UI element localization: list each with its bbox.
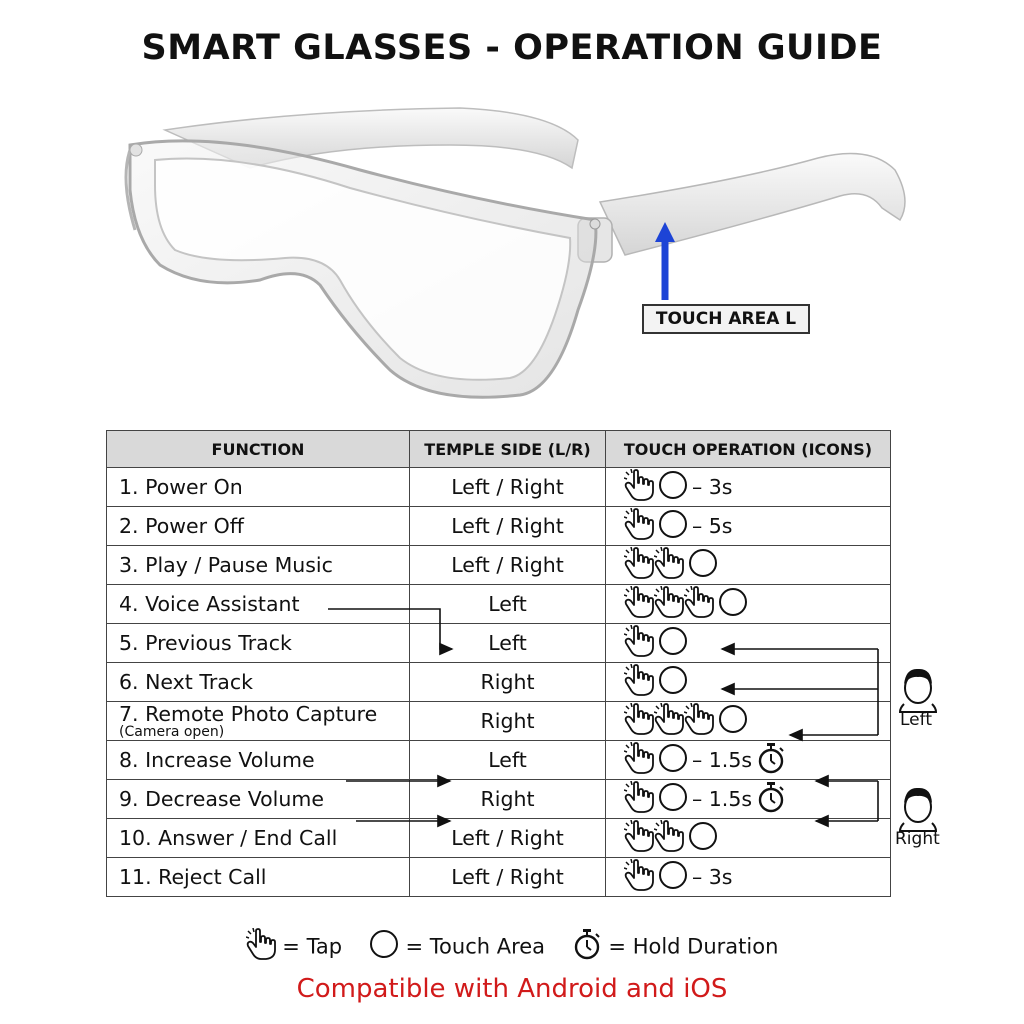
touch-operation-cell <box>606 468 891 507</box>
table-header-row <box>107 431 891 468</box>
function-cell <box>107 624 410 663</box>
function-cell <box>107 702 410 741</box>
tap-hand-icon <box>654 703 684 740</box>
table-row <box>107 819 891 858</box>
right-side-label: Right <box>895 829 940 849</box>
touch-circle-icon <box>718 587 748 622</box>
tap-hand-icon <box>684 703 714 740</box>
table-row <box>107 780 891 819</box>
temple-side-cell: Left <box>410 741 606 780</box>
left-side-label: Left <box>900 710 932 730</box>
touch-circle-icon <box>658 782 688 817</box>
touch-operation-cell <box>606 702 891 741</box>
table-row <box>107 585 891 624</box>
touch-operation-cell <box>606 624 891 663</box>
function-label: 8. Increase Volume <box>119 748 315 772</box>
hold-duration-text: – 1.5s <box>692 748 753 772</box>
touch-operation-cell <box>606 741 891 780</box>
touch-circle-icon <box>658 860 688 895</box>
header-touch-operation: TOUCH OPERATION (ICONS) <box>606 431 891 468</box>
touch-operation-cell <box>606 663 891 702</box>
function-label: 5. Previous Track <box>119 631 292 655</box>
tap-hand-icon <box>624 781 654 818</box>
function-cell <box>107 546 410 585</box>
head-icon <box>900 669 936 712</box>
hold-duration-text: – 5s <box>692 514 733 538</box>
tap-hand-icon <box>624 664 654 701</box>
temple-side-cell: Right <box>410 780 606 819</box>
touch-operation-cell <box>606 819 891 858</box>
tap-hand-icon <box>624 586 654 623</box>
touch-operation-cell <box>606 780 891 819</box>
tap-hand-icon <box>246 928 276 965</box>
function-label: 10. Answer / End Call <box>119 826 338 850</box>
touch-operation-cell <box>606 546 891 585</box>
tap-hand-icon <box>624 625 654 662</box>
touch-circle-icon <box>369 929 399 964</box>
legend-hold <box>572 928 779 965</box>
stopwatch-icon <box>756 781 786 818</box>
function-cell <box>107 507 410 546</box>
touch-operation-cell <box>606 858 891 897</box>
table-row <box>107 507 891 546</box>
function-label: 2. Power Off <box>119 514 244 538</box>
tap-hand-icon <box>624 859 654 896</box>
touch-circle-icon <box>718 704 748 739</box>
function-label: 3. Play / Pause Music <box>119 553 333 577</box>
temple-side-cell: Left / Right <box>410 546 606 585</box>
function-cell <box>107 741 410 780</box>
function-cell <box>107 858 410 897</box>
hold-duration-text: – 3s <box>692 475 733 499</box>
tap-hand-icon <box>624 742 654 779</box>
header-temple-side: TEMPLE SIDE (L/R) <box>410 431 606 468</box>
touch-circle-icon <box>688 548 718 583</box>
legend-touch-area-label: = Touch Area <box>405 934 546 959</box>
function-cell <box>107 585 410 624</box>
tap-hand-icon <box>654 820 684 857</box>
function-label: 4. Voice Assistant <box>119 592 300 616</box>
head-icon <box>900 788 936 831</box>
function-label: 6. Next Track <box>119 670 253 694</box>
touch-circle-icon <box>658 509 688 544</box>
tap-hand-icon <box>624 547 654 584</box>
touch-operation-cell <box>606 585 891 624</box>
touch-circle-icon <box>688 821 718 856</box>
tap-hand-icon <box>624 820 654 857</box>
table-row <box>107 468 891 507</box>
tap-hand-icon <box>624 508 654 545</box>
touch-circle-icon <box>658 470 688 505</box>
tap-hand-icon <box>654 586 684 623</box>
legend <box>0 928 1024 965</box>
table-row <box>107 702 891 741</box>
temple-side-cell: Left <box>410 624 606 663</box>
function-cell <box>107 780 410 819</box>
compatibility-note: Compatible with Android and iOS <box>296 974 728 1004</box>
table-row <box>107 546 891 585</box>
function-label: 1. Power On <box>119 475 243 499</box>
table-row <box>107 858 891 897</box>
temple-side-cell: Left / Right <box>410 468 606 507</box>
function-cell <box>107 819 410 858</box>
temple-side-cell: Right <box>410 663 606 702</box>
function-label: 11. Reject Call <box>119 865 267 889</box>
temple-side-cell: Right <box>410 702 606 741</box>
smart-glasses-image <box>100 90 920 430</box>
tap-hand-icon <box>624 469 654 506</box>
tap-hand-icon <box>654 547 684 584</box>
function-label: 7. Remote Photo Capture <box>119 702 378 726</box>
page-title: SMART GLASSES - OPERATION GUIDE <box>141 28 883 68</box>
table-row <box>107 663 891 702</box>
legend-tap <box>246 928 343 965</box>
header-function: FUNCTION <box>107 431 410 468</box>
hold-duration-text: – 1.5s <box>692 787 753 811</box>
touch-circle-icon <box>658 665 688 700</box>
temple-side-cell: Left / Right <box>410 858 606 897</box>
temple-side-cell: Left <box>410 585 606 624</box>
legend-tap-label: = Tap <box>282 934 343 959</box>
touch-operation-cell <box>606 507 891 546</box>
table-row <box>107 624 891 663</box>
table-row <box>107 741 891 780</box>
function-cell <box>107 468 410 507</box>
function-cell <box>107 663 410 702</box>
temple-side-cell: Left / Right <box>410 507 606 546</box>
tap-hand-icon <box>624 703 654 740</box>
temple-side-cell: Left / Right <box>410 819 606 858</box>
stopwatch-icon <box>572 928 602 965</box>
legend-touch-area <box>369 929 545 964</box>
touch-circle-icon <box>658 626 688 661</box>
function-label: 9. Decrease Volume <box>119 787 324 811</box>
hold-duration-text: – 3s <box>692 865 733 889</box>
legend-hold-label: = Hold Duration <box>608 934 779 959</box>
touch-circle-icon <box>658 743 688 778</box>
function-note: (Camera open) <box>119 724 225 740</box>
stopwatch-icon <box>756 742 786 779</box>
operation-table <box>106 430 891 897</box>
tap-hand-icon <box>684 586 714 623</box>
touch-area-label: TOUCH AREA L <box>642 304 810 334</box>
